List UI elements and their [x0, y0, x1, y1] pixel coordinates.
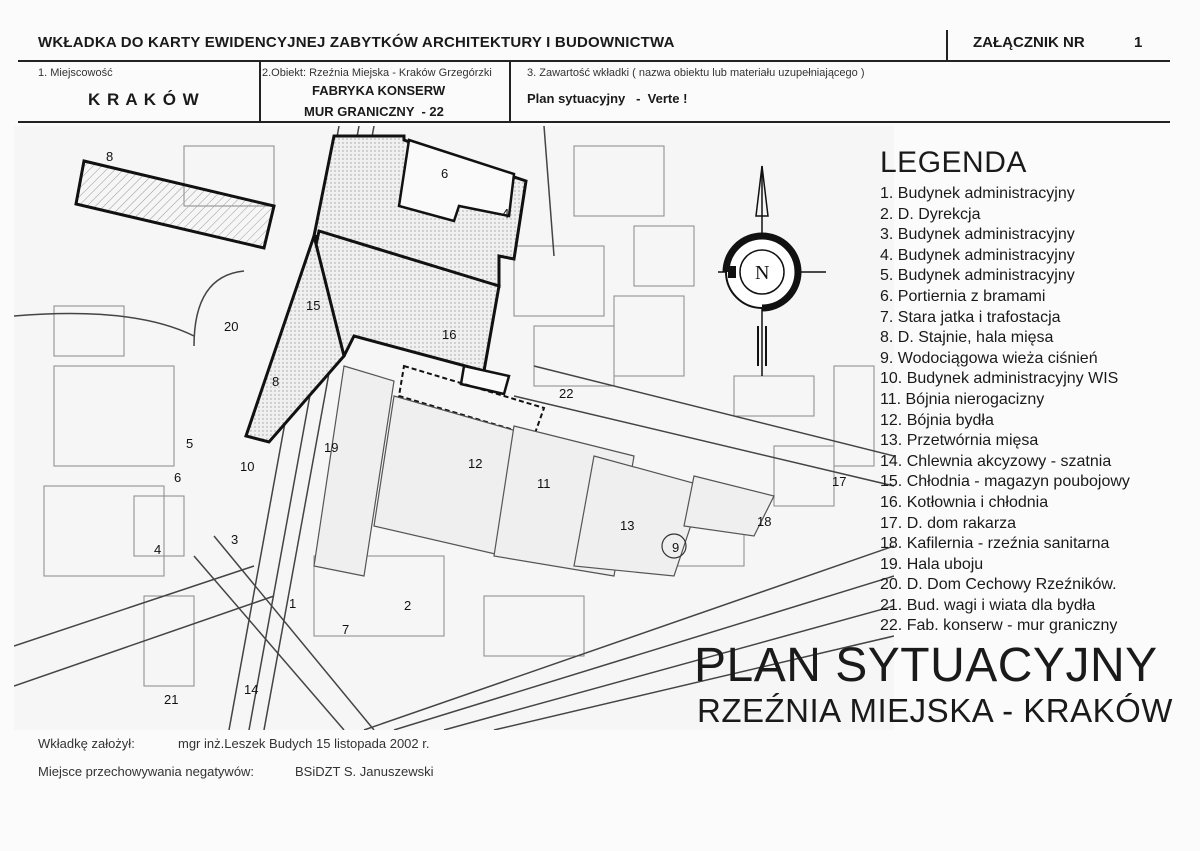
map-label-16: 16 — [442, 327, 457, 342]
map-label-8: 8 — [272, 374, 280, 389]
plan-title: PLAN SYTUACYJNY — [694, 639, 1158, 692]
negatives-value: BSiDZT S. Januszewski — [295, 764, 434, 779]
header-rule-top — [18, 60, 1170, 62]
map-label-5: 5 — [186, 436, 194, 451]
map-label-21: 21 — [164, 692, 179, 707]
founder-label: Wkładkę założył: — [38, 736, 135, 751]
header-rule-bottom — [18, 121, 1170, 123]
legend-item: 1. Budynek administracyjny — [880, 185, 1075, 202]
legend-item: 6. Portiernia z bramami — [880, 287, 1046, 305]
contents-value: Plan sytuacyjny - Verte ! — [527, 91, 688, 106]
map-label-12: 12 — [468, 456, 483, 471]
locality-value: K R A K Ó W — [88, 90, 200, 109]
card-title: WKŁADKA DO KARTY EWIDENCYJNEJ ZABYTKÓW ARCHITEKTURY I BUDOWNICTWA — [38, 34, 675, 51]
legend-item: 14. Chlewnia akcyzowy - szatnia — [880, 452, 1112, 470]
attachment-number: 1 — [1134, 34, 1143, 51]
legend-item: 12. Bójnia bydła — [880, 411, 994, 429]
legend-item: 20. D. Dom Cechowy Rzeźników. — [880, 576, 1117, 594]
map-label-10: 10 — [240, 459, 255, 474]
map-label-17: 17 — [832, 474, 847, 489]
legend-item: 8. D. Stajnie, hala mięsa — [880, 329, 1054, 347]
legend-item: 7. Stara jatka i trafostacja — [880, 308, 1061, 326]
field-divider-1 — [259, 60, 261, 122]
legend-item: 2. D. Dyrekcja — [880, 205, 981, 223]
map-label-15: 15 — [306, 298, 321, 313]
legend-title: LEGENDA — [880, 146, 1027, 179]
legend-item: 21. Bud. wagi i wiata dla bydła — [880, 596, 1096, 614]
map-label-6: 6 — [174, 470, 182, 485]
locality-label: 1. Miejscowość — [38, 67, 113, 79]
map-label-8-top: 8 — [106, 149, 114, 164]
map-label-6-top: 6 — [441, 166, 449, 181]
map-label-4: 4 — [154, 542, 162, 557]
map-label-19: 19 — [324, 440, 339, 455]
legend-item: 10. Budynek administracyjny WIS — [880, 370, 1119, 388]
header-divider — [946, 30, 948, 60]
object-value-line2: MUR GRANICZNY - 22 — [304, 104, 444, 119]
legend-item: 18. Kafilernia - rzeźnia sanitarna — [880, 535, 1110, 553]
plan-subtitle: RZEŹNIA MIEJSKA - KRAKÓW — [697, 692, 1173, 729]
legend-item: 9. Wodociągowa wieża ciśnień — [880, 349, 1098, 367]
map-label-3: 3 — [231, 532, 239, 547]
field-divider-2 — [509, 60, 511, 122]
legend-item: 5. Budynek administracyjny — [880, 267, 1075, 285]
attachment-label: ZAŁĄCZNIK NR — [973, 34, 1085, 51]
map-label-7: 7 — [342, 622, 350, 637]
contents-label: 3. Zawartość wkładki ( nazwa obiektu lub materiału uzupełniającego ) — [527, 67, 865, 79]
legend-item: 22. Fab. konserw - mur graniczny — [880, 617, 1118, 635]
legend-item: 4. Budynek administracyjny — [880, 246, 1075, 264]
map-label-18: 18 — [757, 514, 772, 529]
map-label-1: 1 — [289, 596, 297, 611]
legend-item: 16. Kotłownia i chłodnia — [880, 493, 1049, 511]
legend-item: 19. Hala uboju — [880, 555, 984, 573]
north-letter: N — [755, 262, 770, 284]
map-label-4-top: 4 — [502, 206, 510, 221]
legend — [880, 146, 1130, 637]
founder-value: mgr inż.Leszek Budych 15 listopada 2002 r. — [178, 736, 430, 751]
map-label-11: 11 — [537, 476, 551, 491]
negatives-label: Miejsce przechowywania negatywów: — [38, 764, 255, 779]
object-value-line1: FABRYKA KONSERW — [312, 83, 446, 98]
object-label: 2.Obiekt: Rzeźnia Miejska - Kraków Grzegórzki — [262, 67, 492, 79]
map-label-20: 20 — [224, 319, 239, 334]
map-label-13: 13 — [620, 518, 635, 533]
legend-item: 11. Bójnia nierogacizny — [880, 390, 1045, 408]
legend-item: 3. Budynek administracyjny — [880, 226, 1075, 244]
map-label-2: 2 — [404, 598, 412, 613]
map-label-9: 9 — [672, 540, 680, 555]
legend-item: 15. Chłodnia - magazyn poubojowy — [880, 473, 1130, 491]
map-label-14: 14 — [244, 682, 259, 697]
legend-item: 17. D. dom rakarza — [880, 514, 1017, 532]
map-label-22: 22 — [559, 386, 574, 401]
legend-item: 13. Przetwórnia mięsa — [880, 432, 1039, 450]
